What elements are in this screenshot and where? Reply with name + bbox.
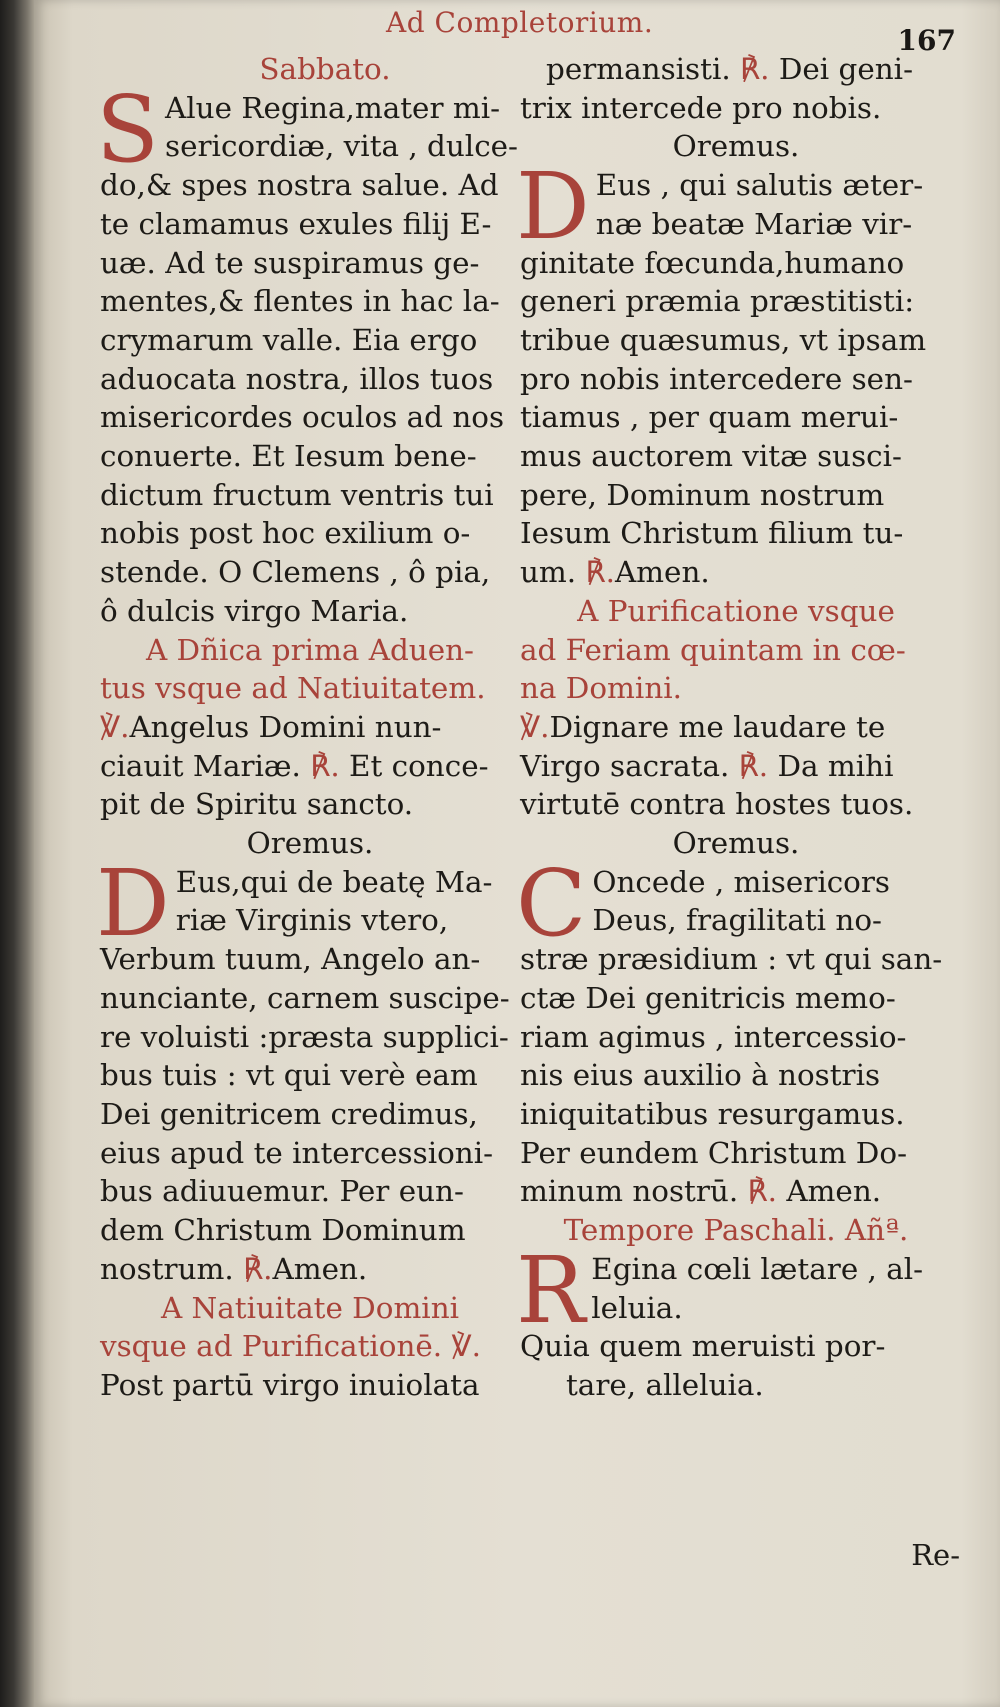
versicle-line: pit de Spiritu sancto. [100,787,414,822]
regina-caeli-text [516,1236,952,1344]
drop-initial-r: R [516,1236,586,1344]
salve-regina-text [96,75,520,631]
text-line: tiamus , per quam merui- [520,400,899,435]
versicle-line: ℣.Angelus Domini nun- [100,709,442,744]
text-line: ctæ Dei genitricis memo- [520,980,896,1015]
prayer-deus-qui-de-beatae [96,849,520,1289]
text-line: conuerte. Et Iesum bene- [100,439,477,474]
text-line: um. ℟.Amen. [520,555,710,590]
text-line: tare, alleluia. [566,1367,764,1402]
page-number: 167 [897,24,956,57]
text-line: riæ Virginis vtero, [175,903,449,938]
drop-initial-d: D [96,849,170,957]
text-line: do,& spes nostra salue. Ad [100,168,499,203]
text-line: ginitate fœcunda,humano [520,245,905,280]
text-line: Verbum tuum, Angelo an- [100,942,481,977]
right-column [516,50,952,1405]
oremus-heading: Oremus. [672,129,800,164]
response-mark: ℟. [243,1251,273,1286]
text-line: minum nostrū. ℟. Amen. [520,1174,882,1209]
rubric-advent: A Dñica prima Aduen- [145,632,474,667]
text-line: Post partū virgo inuiolata [100,1367,480,1402]
text-line: generi præmia præstitisti: [520,284,915,319]
rubric-nativity: A Natiuitate Domini [160,1290,460,1325]
text-line: bus tuis : vt qui verè eam [100,1058,478,1093]
response-mark: ℟. [310,748,340,783]
left-column [96,50,520,1405]
page-header [34,6,1000,57]
text-line: nobis post hoc exilium o- [100,516,471,551]
text-line: sericordiæ, vita , dulce- [165,129,518,164]
text-line: re voluisti :præsta supplici- [100,1019,509,1054]
versicle-line: ciauit Mariæ. ℟. Et conce- [100,748,489,783]
text-line: nunciante, carnem suscipe- [100,980,510,1015]
text-line: mentes,& flentes in hac la- [100,284,500,319]
versicle-line: virtutē contra hostes tuos. [520,787,914,822]
text-line: aduocata nostra, illos tuos [100,361,494,396]
text-line: eius apud te intercessioni- [100,1135,494,1170]
versicle-line: ℣.Dignare me laudare te [520,709,886,744]
text-line: mus auctorem vitæ susci- [520,439,902,474]
day-heading: Sabbato. [259,52,391,86]
text-line: Quia quem meruisti por- [520,1329,886,1364]
text-line: trix intercede pro nobis. [520,90,882,125]
text-line: Alue Regina,mater mi- [165,90,501,125]
text-line: næ beatæ Mariæ vir- [595,206,913,241]
text-line: crymarum valle. Eia ergo [100,322,478,357]
text-line: Dei genitricem credimus, [100,1096,478,1131]
text-line: Per eundem Christum Do- [520,1135,908,1170]
rubric-purification: na Domini. [520,671,682,706]
prayer-deus-qui-salutis [516,153,952,592]
text-line: uæ. Ad te suspiramus ge- [100,245,480,280]
prayer-concede [516,849,952,1211]
response-mark: ℟. [585,555,615,590]
text-line: pere, Dominum nostrum [520,477,885,512]
text-line: tribue quæsumus, vt ipsam [520,322,927,357]
rubric-purification: A Purificatione vsque [577,593,895,628]
versicle-mark: ℣. [451,1329,481,1364]
text-line: ô dulcis virgo Maria. [100,593,409,628]
response-mark: ℟. [738,748,769,783]
versicle-line: Virgo sacrata. ℟. Da mihi [520,748,894,783]
drop-initial-c: C [516,849,587,957]
text-line: Egina cœli lætare , al- [591,1251,924,1286]
versicle-mark: ℣. [100,709,130,744]
text-line: leluia. [591,1290,683,1325]
text-line: Iesum Christum filium tu- [520,516,904,551]
rubric-advent: tus vsque ad Natiuitatem. [100,671,486,706]
rubric-purification: ad Feriam quintam in cœ- [520,632,906,667]
text-line: dem Christum Dominum [100,1213,466,1248]
text-line: riam agimus , intercessio- [520,1019,907,1054]
drop-initial-s: S [96,75,160,183]
text-line: stende. O Clemens , ô pia, [100,555,491,590]
text-line: pro nobis intercedere sen- [520,361,913,396]
response-mark: ℟. [740,52,770,86]
text-line: Deus, fragilitati no- [592,903,882,938]
catchword: Re- [911,1538,960,1572]
running-title: Ad Completorium. [386,6,654,39]
oremus-heading: Oremus. [246,826,374,861]
rubric-paschal: Tempore Paschali. Añª. [563,1213,909,1248]
rubric-nativity: vsque ad Purificationē. ℣. [100,1329,481,1364]
drop-initial-d: D [516,153,590,261]
text-line: permansisti. ℟. Dei geni- [546,52,914,86]
text-line: nostrum. ℟.Amen. [100,1251,368,1286]
text-line: Oncede , misericors [592,864,891,899]
text-line: Eus,qui de beatę Ma- [175,864,493,899]
text-line: nis eius auxilio à nostris [520,1058,881,1093]
oremus-heading: Oremus. [672,826,800,861]
text-line: te clamamus exules filij E- [100,206,492,241]
text-line: misericordes oculos ad nos [100,400,505,435]
text-line: iniquitatibus resurgamus. [520,1096,905,1131]
text-line: bus adiuuemur. Per eun- [100,1174,464,1209]
text-line: Eus , qui salutis æter- [595,168,924,203]
response-mark: ℟. [747,1174,777,1209]
book-spine [0,0,34,1707]
text-line: stræ præsidium : vt qui san- [520,942,943,977]
versicle-mark: ℣. [520,709,550,744]
text-line: dictum fructum ventris tui [100,477,494,512]
